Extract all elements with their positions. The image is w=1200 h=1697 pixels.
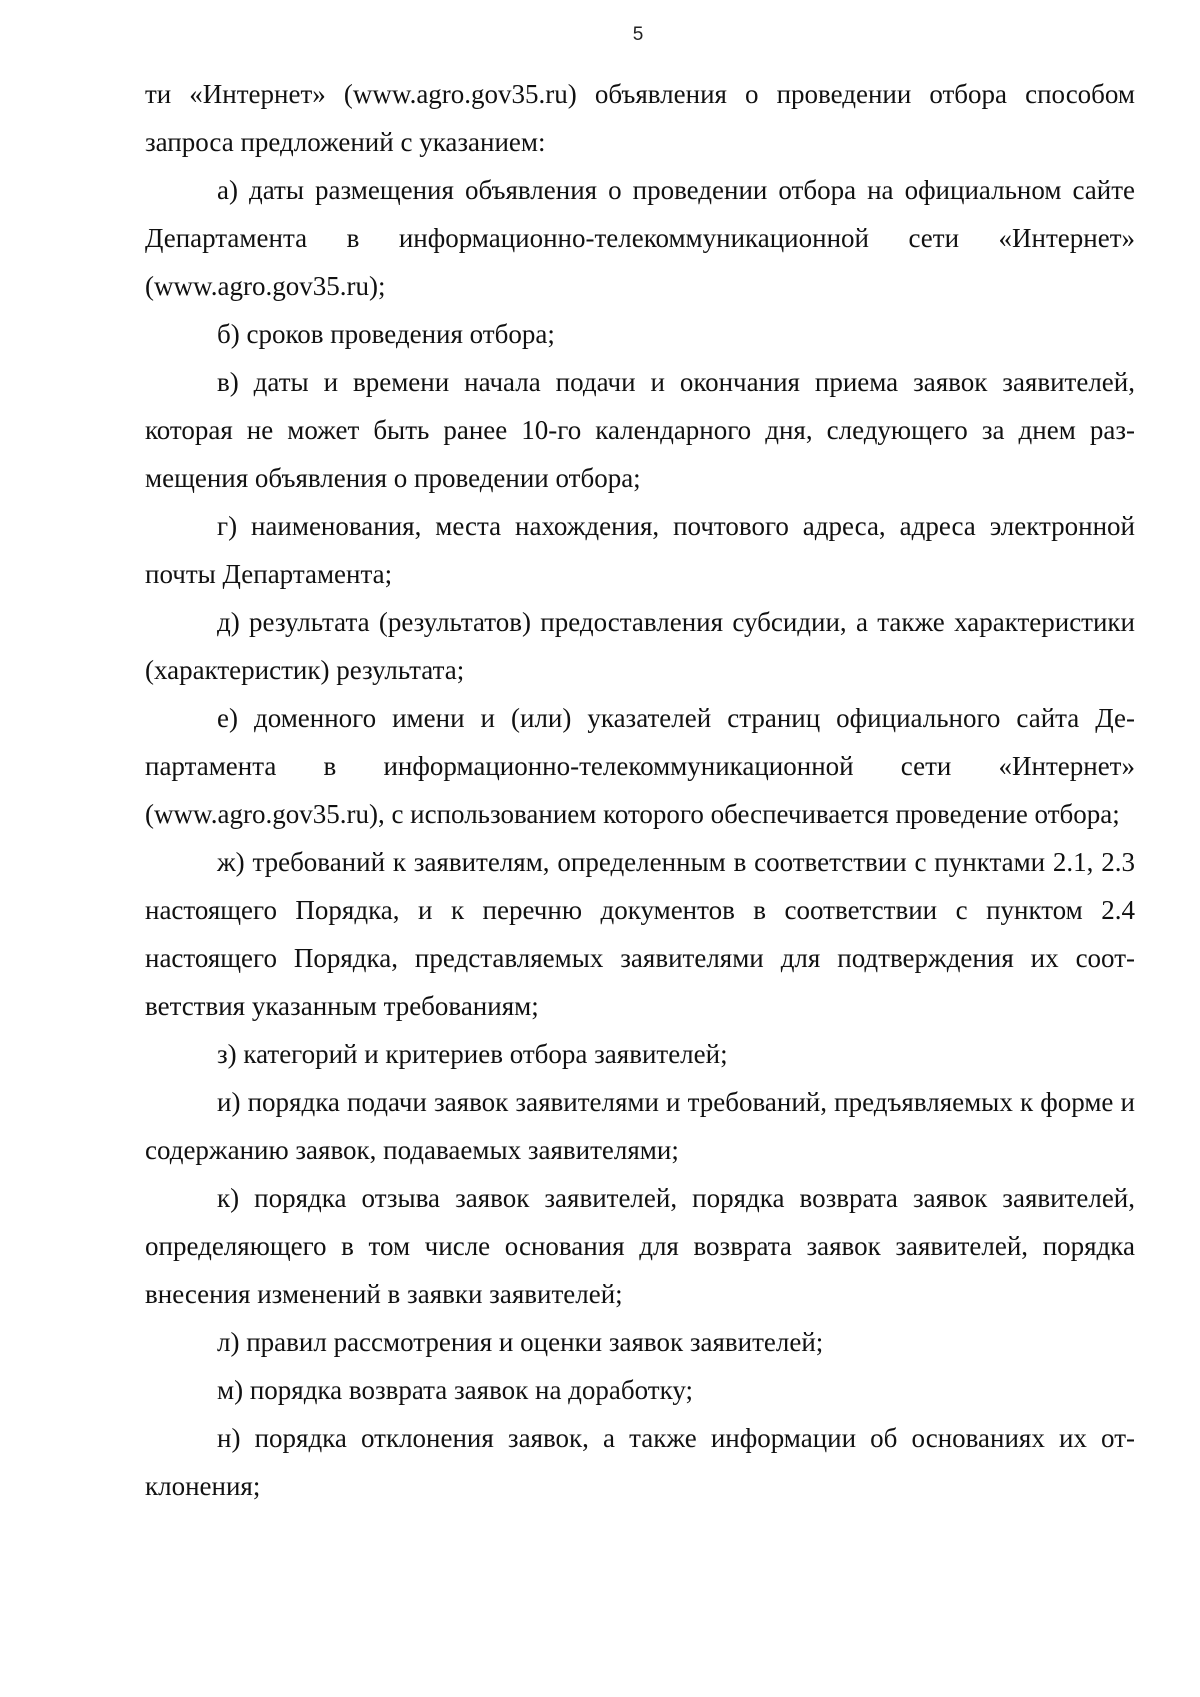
list-item-l: л) правил рассмотрения и оценки заявок заявителей; [217, 1327, 824, 1357]
list-item-z: з) категорий и критериев отбора заявителей; [217, 1039, 728, 1069]
paragraph: ти «Интернет» (www.agro.gov35.ru) объявления о проведении отбора способом запроса предложений с указанием: [145, 79, 1135, 157]
list-item-i: и) порядка подачи заявок заявителями и требований, предъявляемых к форме и содержанию заявок, подаваемых заявителями; [145, 1087, 1135, 1165]
list-item-m: м) порядка возврата заявок на доработку; [217, 1375, 693, 1405]
list-item-g: г) наименования, места нахождения, почтового адреса, адреса электронной почты Департамента; [145, 511, 1135, 589]
list-item-a: а) даты размещения объявления о проведении отбора на официальном сайте Департамента в информационно-телекоммуникационной сети «Интернет» (www.agro.gov35.ru); [145, 175, 1135, 301]
list-item-e: е) доменного имени и (или) указателей страниц официального сайта Департамента в информационно-телекоммуникационной сети «Интернет» (www.agro.gov35.ru), с использованием которого обеспечивается проведение отбора; [145, 703, 1135, 829]
list-item-k: к) порядка отзыва заявок заявителей, порядка возврата заявок заявителей, определяющего в том числе основания для возврата заявок заявителей, порядка внесения изменений в заявки заявителей; [145, 1183, 1135, 1309]
list-item-b: б) сроков проведения отбора; [217, 319, 555, 349]
list-item-d: д) результата (результатов) предоставления субсидии, а также характеристики (характеристик) результата; [145, 607, 1135, 685]
list-item-v: в) даты и времени начала подачи и окончания приема заявок заявителей, которая не может быть ранее 10-го календарного дня, следующего за днем размещения объявления о проведении отбора; [145, 367, 1135, 493]
document-body [145, 70, 1135, 1510]
list-item-zh: ж) требований к заявителям, определенным в соответствии с пунктами 2.1, 2.3 настоящего Порядка, и к перечню документов в соответствии с пунктом 2.4 настоящего Порядка, представляемых заявителями для подтверждения их соответствия указанным требованиям; [145, 847, 1135, 1021]
list-item-n: н) порядка отклонения заявок, а также информации об основаниях их отклонения; [145, 1423, 1135, 1501]
page-number: 5 [632, 24, 644, 45]
